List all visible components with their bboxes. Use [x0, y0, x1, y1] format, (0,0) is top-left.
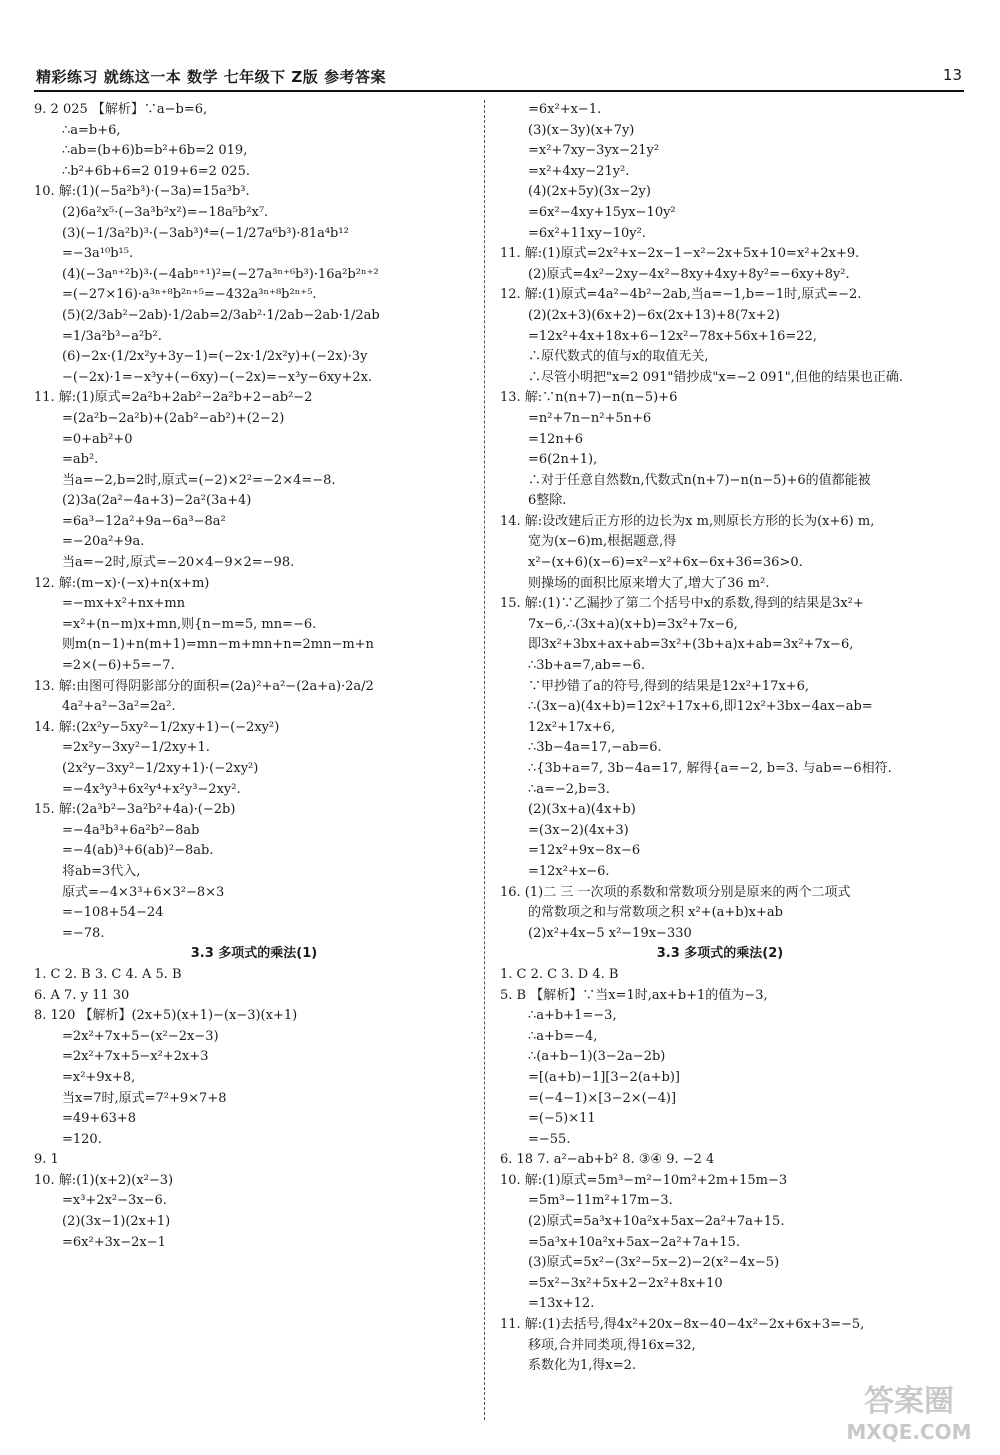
answer-line: ∴尽管小明把"x=2 091"错抄成"x=−2 091",但他的结果也正确. — [528, 369, 903, 385]
answer-line: =6x²+11xy−10y². — [528, 225, 646, 241]
answer-line: =120. — [62, 1131, 102, 1147]
answer-line: 则操场的面积比原来增大了,增大了36 m². — [528, 575, 770, 591]
answer-line: (2)6a²x⁵·(−3a³b²x²)=−18a⁵b²x⁷. — [62, 204, 269, 220]
answer-line: (3)(x−3y)(x+7y) — [528, 122, 635, 138]
answer-line: 5. B 【解析】∵当x=1时,ax+b+1的值为−3, — [500, 987, 768, 1003]
answer-line: (2x²y−3xy²−1/2xy+1)·(−2xy²) — [62, 761, 259, 776]
answer-line: =12n+6 — [528, 431, 583, 447]
answer-line: 9. 1 — [34, 1152, 59, 1168]
answer-line: 15. 解:(2a³b²−3a²b²+4a)·(−2b) — [34, 802, 236, 818]
answer-line: =49+63+8 — [62, 1111, 137, 1127]
answer-line: 的常数项之和与常数项之积 x²+(a+b)x+ab — [528, 905, 783, 921]
answer-line: =x²+9x+8, — [62, 1069, 136, 1085]
answer-line: 原式=−4×3³+6×3²−8×3 — [62, 884, 225, 900]
answer-line: (4)(−3aⁿ⁺²b)³·(−4abⁿ⁺¹)²=(−27a³ⁿ⁺⁶b³)·16a²b²ⁿ⁺² — [62, 266, 379, 282]
answer-line: ∴3b+a=7,ab=−6. — [528, 658, 646, 674]
right-column — [500, 100, 940, 1377]
watermark-logo — [827, 1377, 992, 1447]
answer-line: =ab². — [62, 452, 99, 468]
answer-line: =(−27×16)·a³ⁿ⁺⁸b²ⁿ⁺⁵=−432a³ⁿ⁺⁸b²ⁿ⁺⁵. — [62, 287, 317, 303]
answer-line: 系数化为1,得x=2. — [528, 1358, 637, 1374]
answer-line: =12x²+9x−8x−6 — [528, 843, 641, 859]
answer-line: =x²+4xy−21y². — [528, 163, 630, 179]
watermark-line2: MXQE.COM — [846, 1420, 972, 1444]
answer-line: 宽为(x−6)m,根据题意,得 — [528, 534, 677, 550]
answer-line: =(−5)×11 — [528, 1111, 596, 1127]
answer-line: 14. 解:设改建后正方形的边长为x m,则原长方形的长为(x+6) m, — [500, 513, 875, 529]
answer-line: 4a²+a²−3a²=2a². — [62, 699, 176, 715]
answer-line: =13x+12. — [528, 1296, 595, 1312]
answer-line: (3)(−1/3a²b)³·(−3ab³)⁴=(−1/27a⁶b³)·81a⁴b¹² — [62, 225, 349, 241]
answer-line: ∴(a+b−1)(3−2a−2b) — [528, 1049, 666, 1065]
answer-line: 7x−6,∴(3x+a)(x+b)=3x²+7x−6, — [528, 616, 738, 632]
answer-line: ∴a=−2,b=3. — [528, 781, 610, 797]
answer-line: ∴a+b=−4, — [528, 1028, 598, 1044]
answer-line: =5x²−3x²+5x+2−2x²+8x+10 — [528, 1275, 723, 1291]
answer-line: =(2a²b−2a²b)+(2ab²−ab²)+(2−2) — [62, 410, 285, 426]
answer-line: =−4a³b³+6a²b²−8ab — [62, 822, 200, 838]
watermark-line1: 答案圈 — [864, 1384, 954, 1419]
answer-line: =x²+7xy−3yx−21y² — [528, 143, 660, 159]
answer-line: 1. C 2. B 3. C 4. A 5. B — [34, 966, 182, 982]
answer-line: 12. 解:(m−x)·(−x)+n(x+m) — [34, 575, 210, 591]
answer-line: 10. 解:(1)(x+2)(x²−3) — [34, 1172, 174, 1188]
answer-line: =−4(ab)³+6(ab)²−8ab. — [62, 843, 214, 859]
answer-line: x²−(x+6)(x−6)=x²−x²+6x−6x+36=36>0. — [528, 555, 803, 571]
answer-line: =2x²y−3xy²−1/2xy+1. — [62, 740, 210, 756]
answer-line: (2)原式=4x²−2xy−4x²−8xy+4xy+8y²=−6xy+8y². — [528, 266, 850, 282]
answer-line: =2×(−6)+5=−7. — [62, 658, 175, 674]
answer-line: ∴对于任意自然数n,代数式n(n+7)−n(n−5)+6的值都能被 — [528, 472, 871, 488]
answer-line: 6整除. — [528, 493, 567, 509]
answer-line: (6)−2x·(1/2x²y+3y−1)=(−2x·1/2x²y)+(−2x)·3y — [62, 349, 368, 365]
answer-line: 6. 18 7. a²−ab+b² 8. ③④ 9. −2 4 — [500, 1152, 715, 1168]
answer-line: =0+ab²+0 — [62, 431, 133, 447]
answer-line: =n²+7n−n²+5n+6 — [528, 410, 652, 426]
answer-line: =12x²+4x+18x+6−12x²−78x+56x+16=22, — [528, 328, 817, 344]
answer-line: 12x²+17x+6, — [528, 719, 616, 735]
answer-line: ∴(3x−a)(4x+b)=12x²+17x+6,即12x²+3bx−4ax−ab= — [528, 699, 873, 715]
answer-line: 11. 解:(1)原式=2x²+x−2x−1−x²−2x+5x+10=x²+2x+9. — [500, 246, 860, 262]
answer-line: (2)(3x−1)(2x+1) — [62, 1214, 171, 1230]
answer-line: =−3a¹⁰b¹⁵. — [62, 246, 134, 262]
answer-line: −(−2x)·1=−x³y+(−6xy)−(−2x)=−x³y−6xy+2x. — [62, 369, 373, 385]
answer-line: 11. 解:(1)去括号,得4x²+20x−8x−40−4x²−2x+6x+3=−5, — [500, 1317, 865, 1333]
answer-line: 12. 解:(1)原式=4a²−4b²−2ab,当a=−1,b=−1时,原式=−2. — [500, 287, 862, 303]
answer-line: (5)(2/3ab²−2ab)·1/2ab=2/3ab²·1/2ab−2ab·1/2ab — [62, 307, 380, 323]
answer-line: 即3x²+3bx+ax+ab=3x²+(3b+a)x+ab=3x²+7x−6, — [528, 637, 854, 653]
answer-line: 1. C 2. C 3. D 4. B — [500, 966, 619, 982]
answer-line: (3)原式=5x²−(3x²−5x−2)−2(x²−4x−5) — [528, 1255, 780, 1271]
answer-line: =[(a+b)−1][3−2(a+b)] — [528, 1069, 680, 1085]
answer-line: 当x=7时,原式=7²+9×7+8 — [62, 1090, 227, 1106]
answer-line: 6. A 7. y 11 30 — [34, 987, 130, 1003]
answer-line: ∴b²+6b+6=2 019+6=2 025. — [62, 163, 250, 179]
answer-line: 13. 解:∵n(n+7)−n(n−5)+6 — [500, 390, 678, 406]
answer-line: =−20a²+9a. — [62, 534, 145, 550]
page-header — [34, 60, 964, 92]
answer-line: =6a³−12a²+9a−6a³−8a² — [62, 513, 226, 529]
page-number: 13 — [942, 66, 962, 84]
answer-line: 则m(n−1)+n(m+1)=mn−m+mn+n=2mn−m+n — [62, 637, 374, 653]
answer-line: =2x²+7x+5−(x²−2x−3) — [62, 1028, 219, 1044]
answer-line: ∴a+b+1=−3, — [528, 1008, 617, 1024]
section-heading: 3.3 多项式的乘法(2) — [656, 946, 784, 962]
answer-line: =x²+(n−m)x+mn,则{n−m=5, mn=−6. — [62, 616, 317, 632]
answer-line: (2)(2x+3)(6x+2)−6x(2x+13)+8(7x+2) — [528, 307, 780, 323]
answer-line: =x³+2x²−3x−6. — [62, 1193, 167, 1209]
answer-line: (2)x²+4x−5 x²−19x−330 — [528, 925, 692, 941]
answer-line: =6x²−4xy+15yx−10y² — [528, 204, 676, 220]
answer-line: 移项,合并同类项,得16x=32, — [528, 1337, 696, 1353]
answer-line: =(−4−1)×[3−2×(−4)] — [528, 1090, 677, 1106]
answer-line: =−78. — [62, 925, 105, 941]
answer-line: =6(2n+1), — [528, 452, 598, 468]
answer-line: 当a=−2,b=2时,原式=(−2)×2²=−2×4=−8. — [62, 472, 336, 488]
answer-line: ∵甲抄错了a的符号,得到的结果是12x²+17x+6, — [528, 678, 810, 694]
answer-line: =6x²+x−1. — [528, 102, 602, 117]
answer-line: 将ab=3代入, — [62, 863, 141, 879]
answer-line: (4)(2x+5y)(3x−2y) — [528, 184, 651, 200]
answer-line: =−4x³y³+6x²y⁴+x²y³−2xy². — [62, 781, 241, 797]
answer-line: 13. 解:由图可得阴影部分的面积=(2a)²+a²−(2a+a)·2a/2 — [34, 678, 374, 694]
answer-line: 15. 解:(1)∵乙漏抄了第二个括号中x的系数,得到的结果是3x²+ — [500, 596, 864, 612]
header-title: 精彩练习 就练这一本 数学 七年级下 Z版 参考答案 — [36, 68, 386, 86]
answer-line: 9. 2 025 【解析】∵a−b=6, — [34, 102, 208, 117]
answer-line: 14. 解:(2x²y−5xy²−1/2xy+1)−(−2xy²) — [34, 719, 280, 735]
section-heading: 3.3 多项式的乘法(1) — [190, 946, 318, 962]
answer-line: 16. (1)二 三 一次项的系数和常数项分别是原来的两个二项式 — [500, 884, 851, 900]
answer-line: =6x²+3x−2x−1 — [62, 1234, 166, 1250]
answer-line: =5a³x+10a²x+5ax−2a²+7a+15. — [528, 1234, 741, 1250]
answer-line: 当a=−2时,原式=−20×4−9×2=−98. — [62, 555, 295, 571]
answer-line: 11. 解:(1)原式=2a²b+2ab²−2a²b+2−ab²−2 — [34, 390, 313, 406]
answer-line: =−mx+x²+nx+mn — [62, 596, 186, 612]
answer-line: (2)(3x+a)(4x+b) — [528, 802, 636, 818]
answer-line: 8. 120 【解析】(2x+5)(x+1)−(x−3)(x+1) — [34, 1008, 298, 1024]
answer-line: =−55. — [528, 1131, 571, 1147]
column-divider — [484, 100, 485, 1420]
answer-line: ∴3b−4a=17,−ab=6. — [528, 740, 662, 756]
answer-line: =2x²+7x+5−x²+2x+3 — [62, 1049, 209, 1065]
answer-line: (2)原式=5a³x+10a²x+5ax−2a²+7a+15. — [528, 1214, 785, 1230]
answer-line: ∴{3b+a=7, 3b−4a=17, 解得{a=−2, b=3. 与ab=−6相符. — [528, 761, 892, 776]
answer-line: ∴ab=(b+6)b=b²+6b=2 019, — [62, 143, 248, 159]
answer-line: 10. 解:(1)原式=5m³−m²−10m²+2m+15m−3 — [500, 1172, 788, 1188]
answer-line: =12x²+x−6. — [528, 863, 610, 879]
answer-line: (2)3a(2a²−4a+3)−2a²(3a+4) — [62, 493, 252, 509]
answer-line: =1/3a²b³−a²b². — [62, 328, 162, 344]
answer-line: =−108+54−24 — [62, 905, 164, 921]
answer-line: ∴a=b+6, — [62, 122, 121, 138]
answer-line: ∴原代数式的值与x的取值无关, — [528, 349, 709, 365]
answer-line: =(3x−2)(4x+3) — [528, 822, 629, 838]
answer-line: 10. 解:(1)(−5a²b³)·(−3a)=15a³b³. — [34, 184, 250, 200]
answer-line: =5m³−11m²+17m−3. — [528, 1193, 673, 1209]
left-column — [34, 100, 474, 1253]
